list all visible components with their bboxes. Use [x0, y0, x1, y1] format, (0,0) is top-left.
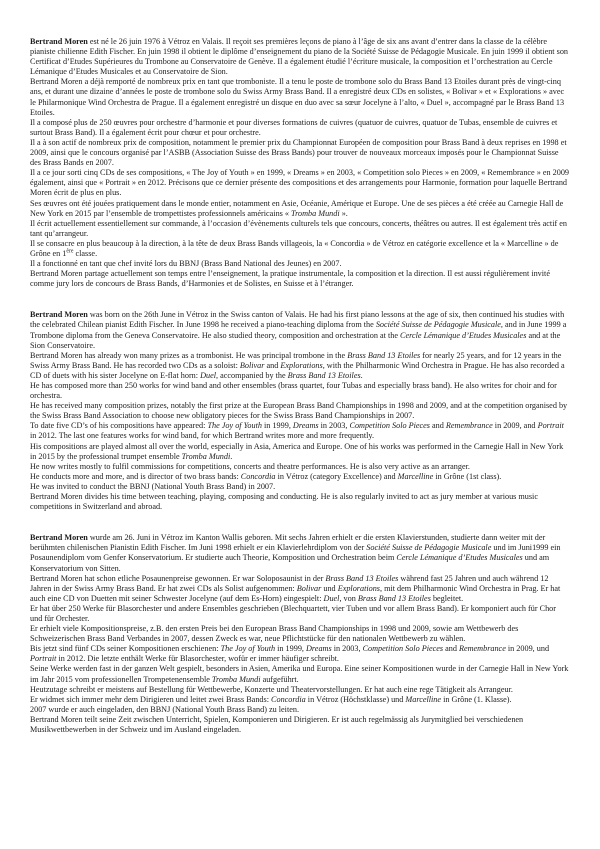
paragraph [30, 442, 570, 462]
paragraph [30, 239, 570, 259]
text-run: und [321, 583, 338, 593]
text-run: He was invited to conduct the BBNJ (National Youth Brass Band) in 2007. [30, 481, 276, 491]
text-run: Heutzutage schreibt er meistens auf Bestellung für Wettbewerbe, Konzerte und Theatervorstellungen. Er hat auch eine rege Tätigkeit als Arrangeur. [30, 684, 513, 694]
text-run: Bertrand Moren has already won many prizes as a trombonist. He was principal trombone in the [30, 350, 348, 360]
paragraph [30, 472, 570, 482]
text-run: Er hat über 250 Werke für Blasorchester und andere Ensembles geschrieben (Blechquartett, vier Tuben und vor allem Brass Band). Er komponiert auch für Chor und für Orchester. [30, 603, 556, 623]
paragraph [30, 118, 570, 138]
text-run: Brass Band 13 Etoiles [357, 593, 431, 603]
paragraph [30, 351, 570, 381]
text-run: and [264, 360, 281, 370]
paragraph [30, 37, 570, 77]
text-run: He now writes mostly to fulfil commissions for competitions, concerts and theatre performances. He is also very active as an arranger. [30, 461, 470, 471]
text-run: Il a ce jour sorti cinq CDs de ses compositions, « The Joy of Youth » en 1999, « Dreams » en 2003, « Competition solo Pieces » en 2009, « Remembrance » en 2009 également, ainsi que « Portrait » en 2012. Précisons que ce dernier présente des compositions et des arrangements pour Harmonie, formation pour laquelle Bertrand Moren écrit de plus en plus. [30, 168, 570, 198]
paragraph [30, 664, 570, 684]
text-run: Er widmet sich immer mehr dem Dirigieren und leitet zwei Brass Bands: [30, 694, 272, 704]
text-run: Brass Band 13 Etoiles [325, 573, 399, 583]
text-run: in Grône (1. Klasse). [441, 694, 512, 704]
paragraph [30, 695, 570, 705]
paragraph [30, 482, 570, 492]
text-run: Explorations [337, 583, 380, 593]
text-run: Portrait [537, 421, 564, 431]
text-run: Bertrand Moren a déjà remporté de nombreux prix en tant que tromboniste. Il a tenu le poste de trombone solo du Brass Band 13 Etoiles durant près de vingt-cinq ans, et durant une dizaine d’années le poste de trombone solo du Swiss Army Brass Band. Il a enregistré deux CDs en solistes, « Bolivar » et « Explorations » avec le Philarmonique Wind Orchestra de Prague. Il a également enregistré un disque en duo avec sa sœur Jocelyne à l’alto, « Duel », accompagné par le Brass Band 13 Etoiles. [30, 77, 565, 117]
text-run: aufgeführt. [260, 674, 299, 684]
text-run: in 2003, [331, 644, 363, 654]
paragraph [30, 624, 570, 644]
paragraph [30, 381, 570, 401]
paragraph [30, 533, 570, 573]
paragraph [30, 138, 570, 168]
text-run: Bolivar [239, 360, 265, 370]
text-run: in 2012. Die letzte enthält Werke für Blasorchester, wofür er immer häufiger schreibt. [56, 654, 339, 664]
paragraph [30, 168, 570, 198]
text-run: Bertrand Moren [30, 310, 88, 320]
text-run: Bertrand Moren hat schon etliche Posaunenpreise gewonnen. Er war Soloposaunist in der [30, 573, 326, 583]
paragraph [30, 77, 570, 117]
paragraph [30, 644, 570, 664]
text-run: Brass Band 13 Etoiles [347, 350, 421, 360]
section-english-biography [30, 310, 570, 512]
paragraph [30, 705, 570, 715]
paragraph [30, 462, 570, 472]
text-run: begleitet. [430, 593, 464, 603]
text-run: während fast 25 Jahren und auch während 12 Jahren in der Swiss Army Brass Band. Er hat zwei CDs als Solist aufgenommen: [30, 573, 549, 593]
text-run: wurde am 26. Juni in Vétroz im Kanton Wallis geboren. Mit sechs Jahren erhielt er die ersten Klavierstunden, studierte dann weiter mit der berühmten chilenischen Pianistin Edith Fischer. Im Juni 1998 erhielt er ein Klavierlehrdiplom von der [30, 533, 546, 553]
paragraph [30, 269, 570, 289]
text-run: Bertrand Moren [30, 37, 88, 46]
text-run: He conducts more and more, and is director of two brass bands: [30, 471, 241, 481]
text-run: Il a à son actif de nombreux prix de composition, notamment le premier prix du Championnat Européen de composition pour Brass Band à deux reprises en 1998 et 2009, ainsi que le concours organisé par l’ASBB (Association Suisse des Brass Bands) pour trouver de nouveaux morceaux imposés pour le Championnat Suisse des Brass Bands en 2007. [30, 137, 567, 168]
text-run: Marcelline [397, 471, 434, 481]
text-run: Explorations [280, 360, 323, 370]
text-run: and at the Sion Conservatoire. [30, 330, 561, 350]
text-run: ». [339, 208, 348, 218]
text-run: Competition Solo Pieces [362, 644, 444, 654]
text-run: Duel [200, 370, 217, 380]
text-run: Bertrand Moren partage actuellement son temps entre l’enseignement, la pratique instrumentale, la composition et la direction. Il est aussi régulièrement invité comme jury lors de concours de Brass Bands, d’Harmonies et de Solistes, en Suisse et à l’étranger. [30, 269, 550, 289]
text-run: Bis jetzt sind fünf CDs seiner Kompositionen erschienen: [30, 644, 221, 654]
text-run: Il écrit actuellement essentiellement sur commande, à l’occasion d’évènements culturels tels que concours, concerts, théâtres ou autres. Il est également très actif en tant qu’arrangeur. [30, 218, 567, 238]
text-run: und im Juni1999 ein Posaunendiplom vom Genfer Konservatorium. Er studierte auch Theorie, Komposition und Orchestration beim [30, 543, 561, 563]
text-run: Ses œuvres ont été jouées pratiquement dans le monde entier, notamment en Asie, Océanie, Amérique et Europe. Une de ses pièces a été créée au Carnegie Hall de New York en 2015 par l’ensemble de trompettistes professionnels américains « [30, 198, 564, 218]
paragraph [30, 685, 570, 695]
text-run: Dreams [306, 644, 332, 654]
paragraph [30, 199, 570, 219]
paragraph [30, 310, 570, 350]
text-run: in 2003, [318, 421, 350, 431]
text-run: Competition Solo Pieces [349, 421, 430, 431]
text-run: in 2012. The last one features works for wind band, for which Bertrand writes more and more frequently. [30, 431, 375, 441]
text-run: Bertrand Moren divides his time between teaching, playing, composing and conducting. He is also regularly invited to act as jury member at various music competitions in Switzerland and abroad. [30, 492, 538, 512]
text-run: Remembrance [459, 644, 506, 654]
text-run: Remembrance [445, 421, 493, 431]
text-run: in 1999, [261, 421, 293, 431]
text-run: for nearly 25 years, and for 12 years in the Swiss Army Brass Band. He has recorded two CDs as a soloist: [30, 350, 562, 370]
paragraph [30, 715, 570, 735]
text-run: , mit dem Philharmonic Wind Orchestra in Prag. Er hat auch eine CD von Duetten mit seiner Schwester Jocelyne (auf dem Es-Horn) eingespielt: [30, 583, 561, 603]
section-german-biography [30, 533, 570, 735]
text-run: His compositions are played almost all over the world, especially in Asia, America and Europe. One of his works was performed in the Carnegie Hall in New York in 2015 by the professional trumpet ensemble [30, 441, 564, 461]
text-run: Concordia [271, 694, 306, 704]
text-run: Concordia [240, 471, 276, 481]
text-run: , accompanied by the [216, 370, 288, 380]
text-run: He has received many composition prizes, notably the first prize at the European Brass Band Championships in 1998 and 2009, and at the competition organised by the Swiss Brass Band Association to choose new obligatory pieces for the Swiss Brass Band Championships in 2007. [30, 401, 568, 421]
text-run: Bolivar [296, 583, 322, 593]
text-run: , and in June 1999 a Trombone diploma from the Geneva Conservatoire. He also studied theory, composition and orchestration at the [30, 320, 567, 340]
text-run: in Vétroz (Höchstklasse) und [305, 694, 406, 704]
text-run: Er erhielt viele Kompositionspreise, z.B. den ersten Preis bei den European Brass Band Championships in 1998 und 2009, sowie am Wettbewerb des Schweizerischen Brass Band Verbandes in 2007, dessen Zweck es war, neue Pflichtstücke für den nationalen Wettbewerb zu wählen. [30, 624, 519, 644]
text-run: Tromba Mundi [211, 674, 261, 684]
text-run: ère [66, 248, 74, 255]
text-run: und am Konservatorium von Sitten. [30, 553, 550, 573]
text-run: Cercle Lémanique d’Etudes Musicales [400, 330, 527, 340]
text-run: est né le 26 juin 1976 à Vétroz en Valais. Il reçoit ses premières leçons de piano à l’âge de six ans avant d’entrer dans la classe de la célèbre pianiste chilienne Edith Fischer. En juin 1998 il obtient le diplôme d’enseignement du piano de la Société Suisse de Pédagogie Musicale. En juin 1999 il obtient son Certificat d’Etudes Supérieures du Trombone au Conservatoire de Genève. Il a également étudié l’écriture musicale, la composition et l’orchestration au Cercle Lémanique d’Etudes Musicales et au Conservatoire de Sion. [30, 37, 569, 77]
text-run: and [443, 644, 459, 654]
text-run: . [230, 451, 233, 461]
text-run: 2007 wurde er auch eingeladen, den BBNJ (National Youth Brass Band) zu leiten. [30, 704, 299, 714]
paragraph [30, 219, 570, 239]
text-run: The Joy of Youth [207, 421, 262, 431]
text-run: Bertrand Moren teilt seine Zeit zwischen Unterricht, Spielen, Komponieren und Dirigieren. Er ist auch regelmässig als Jurymitglied bei verschiedenen Musikwettbewerben in der Schweiz und im Ausland eingeladen. [30, 714, 524, 734]
text-run: Duel [323, 593, 340, 603]
text-run: and [429, 421, 446, 431]
text-run: Tromba Mundi [291, 208, 340, 218]
text-run: , with the Philharmonic Wind Orchestra in Prague. He has also recorded a CD of duets with his sister Jocelyne on E-flat horn: [30, 360, 565, 380]
text-run: Il a fonctionné en tant que chef invité lors du BBNJ (Brass Band National des Jeunes) en 2007. [30, 259, 342, 269]
text-run: Société Suisse de Pédagogie Musicale [375, 320, 501, 330]
text-run: Il a composé plus de 250 œuvres pour orchestre d’harmonie et pour diverses formations de cuivres (quatuor de cuivres, quatuor de Tubas, ensemble de cuivres et surtout Brass Band). Il a également écrit pour chœur et pour orchestre. [30, 117, 558, 137]
text-run: , von [339, 593, 358, 603]
text-run: To date five CD’s of his compositions have appeared: [30, 421, 208, 431]
text-run: Société Suisse de Pédagogie Musicale [366, 543, 492, 553]
text-run: in 2009, and [492, 421, 538, 431]
text-run: Brass Band 13 Etoiles [287, 370, 361, 380]
text-run: The Joy of Youth [220, 644, 276, 654]
text-run: He has composed more than 250 works for wind band and other ensembles (brass quartet, four Tubas and especially brass band). He also writes for choir and for orchestra. [30, 381, 557, 401]
text-run: in 2009, und [505, 644, 550, 654]
paragraph [30, 421, 570, 441]
section-french-biography [30, 37, 570, 289]
paragraph [30, 492, 570, 512]
paragraph [30, 401, 570, 421]
text-run: was born on the 26th June in Vétroz in the Swiss canton of Valais. He had his first piano lessons at the age of six, then continued his studies with the celebrated Chilean pianist Edith Fischer. In June 1998 he received a piano-teaching diploma from the [30, 310, 565, 330]
text-run: in 1999, [275, 644, 307, 654]
text-run: Seine Werke werden fast in der ganzen Welt gespielt, besonders in Asien, Amerika und Europa. Eine seiner Kompositionen wurde in der Carnegie Hall in New York im Jahr 2015 vom professionellen Trompetenensemble [30, 664, 569, 684]
text-run: Cercle Lémanique d’Etudes Musicales [396, 553, 523, 563]
text-run: Dreams [292, 421, 319, 431]
text-run: Marcelline [405, 694, 442, 704]
text-run: Portrait [30, 654, 57, 664]
paragraph [30, 259, 570, 269]
text-run: classe. [73, 248, 98, 258]
paragraph [30, 604, 570, 624]
text-run: Il se consacre en plus beaucoup à la direction, à la tête de deux Brass Bands villageois, la « Concordia » de Vétroz en catégorie excellence et la « Marcelline » de Grône en 1 [30, 238, 559, 258]
paragraph [30, 574, 570, 604]
text-run: Bertrand Moren [30, 533, 88, 543]
text-run: in Grône (1st class). [433, 471, 502, 481]
text-run: Tromba Mundi [181, 451, 231, 461]
text-run: . [360, 370, 363, 380]
text-run: in Vétroz (category Excellence) and [275, 471, 398, 481]
